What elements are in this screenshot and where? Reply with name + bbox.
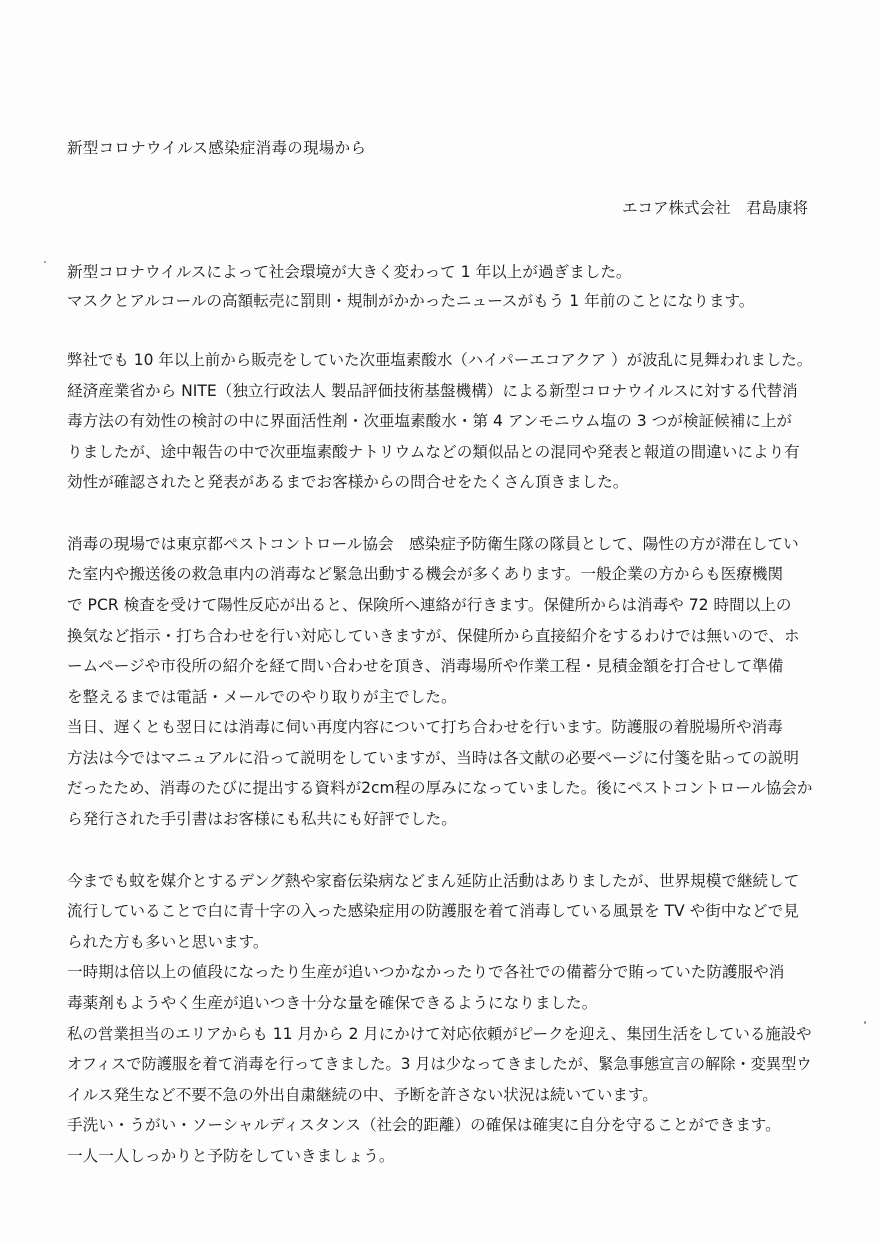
body-line: 流行していることで白に青十字の入った感染症用の防護服を着て消毒している風景を TV や街中などで見 bbox=[67, 902, 799, 920]
body-line: 一時期は倍以上の値段になったり生産が追いつかなかったりで各社での備蓄分で賄っていた防護服や消 bbox=[67, 963, 785, 981]
author-line: エコア株式会社 君島康将 bbox=[621, 199, 808, 217]
body-line: 新型コロナウイルスによって社会環境が大きく変わって 1 年以上が過ぎました。 bbox=[67, 263, 632, 281]
body-line: 弊社でも 10 年以上前から販売をしていた次亜塩素酸水（ハイパーエコアクア ）が波乱に見舞われました。 bbox=[67, 351, 813, 369]
body-line: オフィスで防護服を着て消毒を行ってきました。3 月は少なってきましたが、緊急事態宣言の解除・変異型ウ bbox=[67, 1055, 812, 1073]
body-line: 私の営業担当のエリアからも 11 月から 2 月にかけて対応依頼がピークを迎え、集団生活をしている施設や bbox=[67, 1025, 812, 1043]
body-line: マスクとアルコールの高額転売に罰則・規制がかかったニュースがもう 1 年前のことになります。 bbox=[67, 292, 755, 310]
body-line: 換気など指示・打ち合わせを行い対応していきますが、保健所から直接紹介をするわけでは無いので、ホ bbox=[67, 627, 800, 645]
body-line: 手洗い・うがい・ソーシャルディスタンス（社会的距離）の確保は確実に自分を守ることができます。 bbox=[67, 1116, 781, 1134]
body-line: イルス発生など不要不急の外出自粛継続の中、予断を許さない状況は続いています。 bbox=[67, 1086, 658, 1104]
body-line: だったため、消毒のたびに提出する資料が2cm程の厚みになっていました。後にペストコントロール協会か bbox=[67, 779, 813, 797]
body-line: 今までも蚊を媒介とするデング熱や家畜伝染病などまん延防止活動はありましたが、世界規模で継続して bbox=[67, 872, 800, 890]
body-line: た室内や搬送後の救急車内の消毒など緊急出動する機会が多くあります。一般企業の方からも医療機関 bbox=[67, 565, 784, 583]
body-line: 一人一人しっかりと予防をしていきましょう。 bbox=[67, 1147, 395, 1165]
body-line: を整えるまでは電話・メールでのやり取りが主でした。 bbox=[67, 688, 457, 706]
body-line: りましたが、途中報告の中で次亜塩素酸ナトリウムなどの類似品との混同や発表と報道の間違いにより有 bbox=[67, 443, 800, 461]
body-line: 経済産業省から NITE（独立行政法人 製品評価技術基盤機構）による新型コロナウイルスに対する代替消 bbox=[67, 382, 798, 400]
body-line: 毒方法の有効性の検討の中に界面活性剤・次亜塩素酸水・第 4 アンモニウム塩の 3 つが検証候補に上が bbox=[67, 412, 793, 430]
body-line: られた方も多いと思います。 bbox=[67, 933, 269, 951]
body-line: ら発行された手引書はお客様にも私共にも好評でした。 bbox=[67, 810, 457, 828]
body-line: で PCR 検査を受けて陽性反応が出ると、保険所へ連絡が行きます。保健所からは消毒や 72 時間以上の bbox=[67, 596, 792, 614]
scan-speck bbox=[864, 1021, 866, 1024]
document-title: 新型コロナウイルス感染症消毒の現場から bbox=[67, 139, 367, 157]
body-line: 毒薬剤もようやく生産が追いつき十分な量を確保できるようになりました。 bbox=[67, 994, 598, 1012]
scan-speck bbox=[44, 261, 46, 263]
body-line: 効性が確認されたと発表があるまでお客様からの問合せをたくさん頂きました。 bbox=[67, 473, 629, 491]
body-line: 方法は今ではマニュアルに沿って説明をしていますが、当時は各文献の必要ページに付箋を貼っての説明 bbox=[67, 749, 799, 767]
body-line: ームページや市役所の紹介を経て問い合わせを頂き、消毒場所や作業工程・見積金額を打合せして準備 bbox=[67, 657, 784, 675]
body-line: 消毒の現場では東京都ペストコントロール協会 感染症予防衛生隊の隊員として、陽性の方が滞在してい bbox=[67, 535, 799, 553]
body-line: 当日、遅くとも翌日には消毒に伺い再度内容について打ち合わせを行います。防護服の着脱場所や消毒 bbox=[67, 718, 783, 736]
